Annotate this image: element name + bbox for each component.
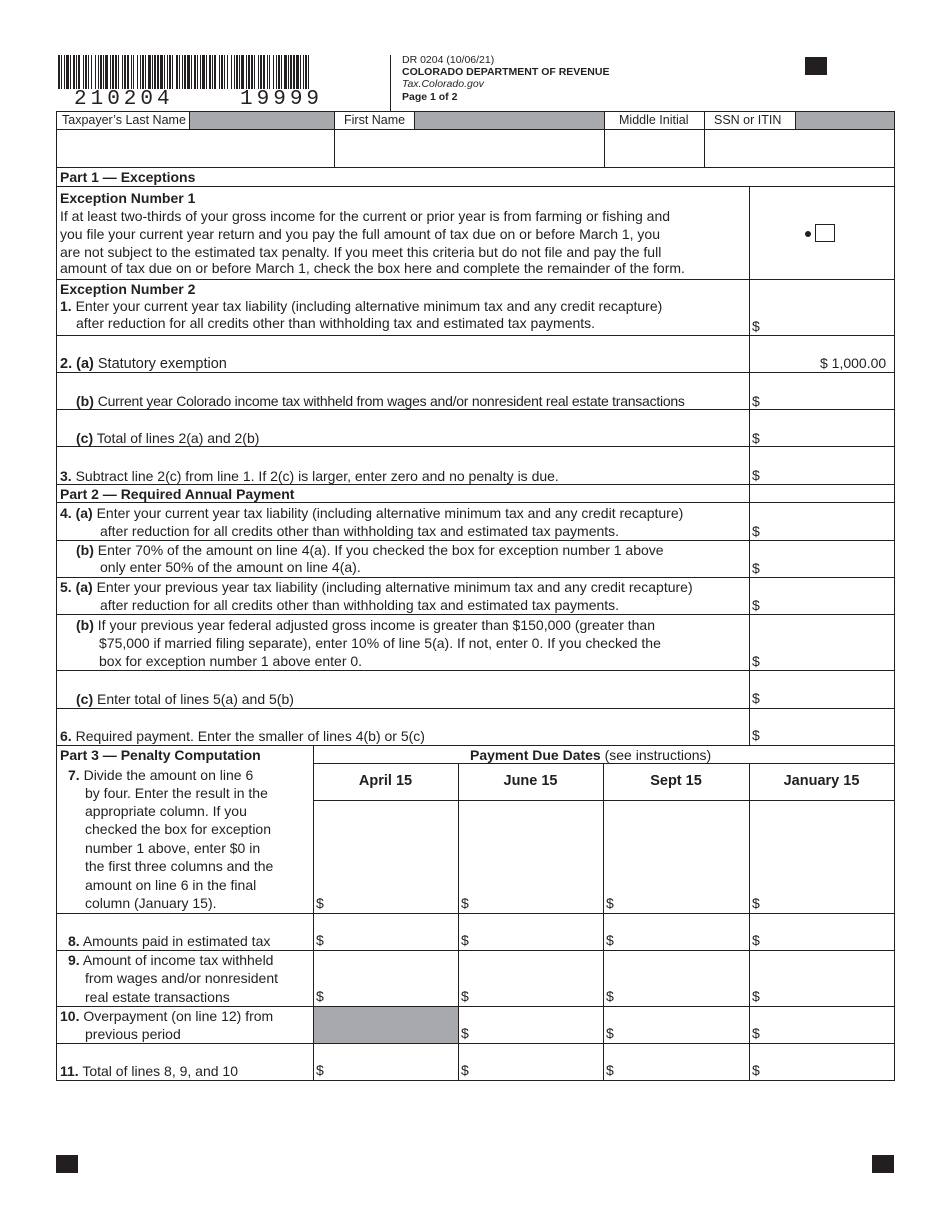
line4a-text: 4. (a) Enter your current year tax liability (including alternative minimum tax and any credit recapture) bbox=[60, 505, 684, 521]
line7-text-1: 7. Divide the amount on line 6 bbox=[68, 767, 254, 783]
barcode-bar bbox=[303, 55, 304, 89]
exception1-text-4: amount of tax due on or before March 1, check the box here and complete the remainder of the form. bbox=[60, 260, 685, 276]
barcode-bar bbox=[258, 55, 259, 89]
line7-text-3: appropriate column. If you bbox=[85, 803, 247, 819]
barcode-bar bbox=[209, 55, 211, 89]
line7-sept-field[interactable] bbox=[604, 801, 749, 913]
form-id: DR 0204 (10/06/21) bbox=[402, 54, 495, 66]
line10-sept-field[interactable] bbox=[604, 1007, 749, 1043]
line8-text: 8. Amounts paid in estimated tax bbox=[68, 933, 271, 949]
line10-june-field[interactable] bbox=[459, 1007, 603, 1043]
ssn-field[interactable] bbox=[705, 130, 894, 167]
barcode-bar bbox=[172, 55, 173, 89]
line8-sept-dollar: $ bbox=[606, 932, 614, 948]
line5c-text: (c) Enter total of lines 5(a) and 5(b) bbox=[76, 691, 294, 707]
barcode-bar bbox=[98, 55, 99, 89]
line8-june-field[interactable] bbox=[459, 914, 603, 950]
barcode-bar bbox=[221, 55, 223, 89]
line4a-amount-field[interactable] bbox=[750, 503, 894, 540]
barcode-bar bbox=[95, 55, 96, 89]
middle-initial-field[interactable] bbox=[605, 130, 703, 167]
line9-june-field[interactable] bbox=[459, 951, 603, 1006]
barcode-bar bbox=[64, 55, 65, 89]
barcode-bar bbox=[227, 55, 228, 89]
line1-amount-field[interactable] bbox=[750, 280, 894, 335]
line9-sept-dollar: $ bbox=[606, 988, 614, 1004]
barcode-bar bbox=[288, 55, 289, 89]
line2a-value: $ 1,000.00 bbox=[820, 355, 887, 371]
barcode-bar bbox=[100, 55, 102, 89]
page-number: Page 1 of 2 bbox=[402, 91, 458, 103]
line2c-dollar: $ bbox=[752, 430, 760, 446]
line11-june-dollar: $ bbox=[461, 1062, 469, 1078]
exception1-text-2: you file your current year return and you pay the full amount of tax due on or before March 1, you bbox=[60, 226, 661, 242]
line4b-text-2: only enter 50% of the amount on line 4(a). bbox=[100, 559, 361, 575]
line5a-dollar: $ bbox=[752, 597, 760, 613]
line5a-text: 5. (a) Enter your previous year tax liability (including alternative minimum tax and any credit recapture) bbox=[60, 579, 693, 595]
barcode-number: 210204 19999 bbox=[74, 88, 324, 111]
last-name-label: Taxpayer’s Last Name bbox=[62, 113, 186, 127]
first-name-field[interactable] bbox=[335, 130, 603, 167]
barcode-bar bbox=[284, 55, 287, 89]
barcode-bar bbox=[254, 55, 255, 89]
line5b-amount-field[interactable] bbox=[750, 615, 894, 670]
bullet-icon bbox=[805, 231, 811, 237]
barcode-bar bbox=[276, 55, 277, 89]
barcode-bar bbox=[290, 55, 292, 89]
line4a-dollar: $ bbox=[752, 523, 760, 539]
line1-text-2: after reduction for all credits other than withholding tax and estimated tax payments. bbox=[76, 315, 596, 331]
line7-text-2: by four. Enter the result in the bbox=[85, 785, 268, 801]
barcode-bar bbox=[273, 55, 274, 89]
line11-text: 11. Total of lines 8, 9, and 10 bbox=[60, 1063, 239, 1079]
barcode-bar bbox=[191, 55, 192, 89]
line7-january-dollar: $ bbox=[752, 895, 760, 911]
barcode-bar bbox=[133, 55, 134, 89]
barcode-bar bbox=[142, 55, 144, 89]
barcode-bar bbox=[187, 55, 190, 89]
barcode-bar bbox=[231, 55, 232, 89]
barcode-bar bbox=[214, 55, 216, 89]
line2c-amount-field[interactable] bbox=[750, 410, 894, 446]
line5a-amount-field[interactable] bbox=[750, 578, 894, 614]
line5c-amount-field[interactable] bbox=[750, 671, 894, 708]
barcode-bar bbox=[167, 55, 168, 89]
barcode-bar bbox=[85, 55, 87, 89]
line11-sept-dollar: $ bbox=[606, 1062, 614, 1078]
barcode-bar bbox=[70, 55, 71, 89]
barcode-bar bbox=[251, 55, 253, 89]
department-name: COLORADO DEPARTMENT OF REVENUE bbox=[402, 66, 610, 78]
barcode-bar bbox=[194, 55, 196, 89]
line6-text: 6. Required payment. Enter the smaller of lines 4(b) or 5(c) bbox=[60, 728, 425, 744]
line8-january-dollar: $ bbox=[752, 932, 760, 948]
barcode-bar bbox=[131, 55, 132, 89]
line10-sept-dollar: $ bbox=[606, 1025, 614, 1041]
barcode-bar bbox=[239, 55, 240, 89]
line4a-text-2: after reduction for all credits other than withholding tax and estimated tax payments. bbox=[100, 523, 620, 539]
line4b-amount-field[interactable] bbox=[750, 541, 894, 577]
barcode-bar bbox=[164, 55, 165, 89]
line8-sept-field[interactable] bbox=[604, 914, 749, 950]
line2b-amount-field[interactable] bbox=[750, 373, 894, 409]
barcode-bar bbox=[140, 55, 141, 89]
barcode-bar bbox=[73, 55, 75, 89]
line5b-text-3: box for exception number 1 above enter 0. bbox=[99, 653, 363, 669]
barcode-bar bbox=[78, 55, 80, 89]
line5b-dollar: $ bbox=[752, 653, 760, 669]
line9-text-1: 9. Amount of income tax withheld bbox=[68, 952, 274, 968]
barcode-bar bbox=[154, 55, 156, 89]
exception1-text-3: are not subject to the estimated tax penalty. If you meet this criteria but do not file and pay the full bbox=[60, 244, 662, 260]
barcode-bar bbox=[127, 55, 129, 89]
barcode-bar bbox=[118, 55, 119, 89]
barcode-bar bbox=[124, 55, 126, 89]
barcode-bar bbox=[219, 55, 220, 89]
line11-april-field[interactable] bbox=[314, 1044, 458, 1080]
line2b-text: (b) Current year Colorado income tax withheld from wages and/or nonresident real estate transactions bbox=[76, 393, 685, 409]
line9-january-field[interactable] bbox=[750, 951, 894, 1006]
ssn-label: SSN or ITIN bbox=[714, 113, 782, 127]
barcode-bar bbox=[176, 55, 178, 89]
line7-april-field[interactable] bbox=[314, 801, 458, 913]
barcode-bar bbox=[103, 55, 104, 89]
line10-text-1: 10. Overpayment (on line 12) from bbox=[60, 1008, 274, 1024]
barcode bbox=[58, 55, 310, 89]
barcode-bar bbox=[278, 55, 280, 89]
line8-june-dollar: $ bbox=[461, 932, 469, 948]
first-name-label: First Name bbox=[344, 113, 406, 127]
barcode-bar bbox=[260, 55, 262, 89]
barcode-bar bbox=[122, 55, 123, 89]
line10-june-dollar: $ bbox=[461, 1025, 469, 1041]
line7-text-6: the first three columns and the bbox=[85, 858, 274, 874]
line8-april-field[interactable] bbox=[314, 914, 458, 950]
line10-april-shaded bbox=[314, 1007, 458, 1043]
line9-sept-field[interactable] bbox=[604, 951, 749, 1006]
line7-text-8: column (January 15). bbox=[85, 895, 217, 911]
line7-sept-dollar: $ bbox=[606, 895, 614, 911]
part1-title: Part 1 — Exceptions bbox=[60, 169, 196, 185]
barcode-bar bbox=[246, 55, 247, 89]
barcode-bar bbox=[105, 55, 108, 89]
line4b-text: (b) Enter 70% of the amount on line 4(a). If you checked the box for exception number 1 above bbox=[76, 542, 664, 558]
line3-dollar: $ bbox=[752, 467, 760, 483]
barcode-bar bbox=[58, 55, 60, 89]
barcode-bar bbox=[160, 55, 163, 89]
line3-text: 3. Subtract line 2(c) from line 1. If 2(c) is larger, enter zero and no penalty is due. bbox=[60, 468, 559, 484]
payment-due-dates-title: Payment Due Dates (see instructions) bbox=[470, 747, 712, 763]
line9-text-3: real estate transactions bbox=[85, 989, 230, 1005]
line9-april-dollar: $ bbox=[316, 988, 324, 1004]
line5a-text-2: after reduction for all credits other than withholding tax and estimated tax payments. bbox=[100, 597, 620, 613]
line5b-text: (b) If your previous year federal adjusted gross income is greater than $150,000 (greater than bbox=[76, 617, 655, 633]
barcode-bar bbox=[241, 55, 244, 89]
column-january: January 15 bbox=[783, 773, 860, 789]
barcode-bar bbox=[300, 55, 301, 89]
line7-january-field[interactable] bbox=[750, 801, 894, 913]
barcode-bar bbox=[179, 55, 180, 89]
part2-title: Part 2 — Required Annual Payment bbox=[60, 486, 295, 502]
barcode-bar bbox=[296, 55, 299, 89]
column-sept: Sept 15 bbox=[650, 773, 702, 789]
line7-text-7: amount on line 6 in the final bbox=[85, 877, 257, 893]
registration-mark-bottom-left bbox=[56, 1155, 78, 1173]
barcode-bar bbox=[145, 55, 146, 89]
barcode-bar bbox=[224, 55, 225, 89]
line8-april-dollar: $ bbox=[316, 932, 324, 948]
barcode-bar bbox=[83, 55, 84, 89]
last-name-field[interactable] bbox=[57, 130, 333, 167]
barcode-bar bbox=[112, 55, 114, 89]
exception1-text-1: If at least two-thirds of your gross income for the current or prior year is from farming or fishing and bbox=[60, 208, 671, 224]
line1-dollar: $ bbox=[752, 318, 760, 334]
barcode-bar bbox=[137, 55, 138, 89]
barcode-bar bbox=[281, 55, 282, 89]
barcode-bar bbox=[200, 55, 201, 89]
line10-january-field[interactable] bbox=[750, 1007, 894, 1043]
barcode-bar bbox=[248, 55, 250, 89]
barcode-bar bbox=[152, 55, 153, 89]
line10-text-2: previous period bbox=[85, 1026, 181, 1042]
barcode-bar bbox=[267, 55, 268, 89]
line6-amount-field[interactable] bbox=[750, 709, 894, 745]
registration-mark-top-right bbox=[805, 57, 827, 75]
line11-june-field[interactable] bbox=[459, 1044, 603, 1080]
line11-january-dollar: $ bbox=[752, 1062, 760, 1078]
barcode-bar bbox=[293, 55, 295, 89]
line3-amount-field[interactable] bbox=[750, 447, 894, 484]
line7-text-4: checked the box for exception bbox=[85, 821, 272, 837]
barcode-bar bbox=[110, 55, 111, 89]
line5c-dollar: $ bbox=[752, 690, 760, 706]
barcode-bar bbox=[236, 55, 238, 89]
line7-june-dollar: $ bbox=[461, 895, 469, 911]
line9-april-field[interactable] bbox=[314, 951, 458, 1006]
barcode-bar bbox=[157, 55, 159, 89]
website: Tax.Colorado.gov bbox=[402, 78, 484, 90]
exception1-checkbox[interactable] bbox=[815, 224, 835, 242]
line2c-text: (c) Total of lines 2(a) and 2(b) bbox=[76, 430, 260, 446]
barcode-bar bbox=[308, 55, 309, 89]
barcode-bar bbox=[269, 55, 270, 89]
barcode-bar bbox=[202, 55, 205, 89]
line7-june-field[interactable] bbox=[459, 801, 603, 913]
line6-dollar: $ bbox=[752, 727, 760, 743]
barcode-bar bbox=[212, 55, 213, 89]
exception1-title: Exception Number 1 bbox=[60, 190, 196, 206]
exception2-title: Exception Number 2 bbox=[60, 281, 196, 297]
barcode-bar bbox=[76, 55, 77, 89]
barcode-bar bbox=[197, 55, 198, 89]
barcode-bar bbox=[234, 55, 235, 89]
line5b-text-2: $75,000 if married filing separate), enter 10% of line 5(a). If not, enter 0. If you checked the bbox=[99, 635, 661, 651]
barcode-bar bbox=[206, 55, 207, 89]
barcode-bar bbox=[184, 55, 186, 89]
line7-april-dollar: $ bbox=[316, 895, 324, 911]
column-april: April 15 bbox=[358, 773, 413, 789]
line2b-dollar: $ bbox=[752, 393, 760, 409]
barcode-bar bbox=[66, 55, 69, 89]
line11-april-dollar: $ bbox=[316, 1062, 324, 1078]
barcode-bar bbox=[115, 55, 117, 89]
barcode-bar bbox=[182, 55, 183, 89]
middle-initial-label: Middle Initial bbox=[619, 113, 689, 127]
line9-text-2: from wages and/or nonresident bbox=[85, 970, 278, 986]
barcode-bar bbox=[305, 55, 307, 89]
line11-sept-field[interactable] bbox=[604, 1044, 749, 1080]
barcode-bar bbox=[263, 55, 265, 89]
line4b-dollar: $ bbox=[752, 560, 760, 576]
line9-june-dollar: $ bbox=[461, 988, 469, 1004]
column-june: June 15 bbox=[503, 773, 558, 789]
line1-text: 1. Enter your current year tax liability (including alternative minimum tax and any credit recapture) bbox=[60, 298, 663, 314]
barcode-bar bbox=[169, 55, 171, 89]
line9-january-dollar: $ bbox=[752, 988, 760, 1004]
line10-january-dollar: $ bbox=[752, 1025, 760, 1041]
barcode-bar bbox=[88, 55, 89, 89]
header-divider bbox=[390, 55, 391, 111]
line2a-text: 2. (a) Statutory exemption bbox=[60, 356, 227, 372]
part3-title: Part 3 — Penalty Computation bbox=[60, 747, 261, 763]
line7-text-5: number 1 above, enter $0 in bbox=[85, 840, 261, 856]
line8-january-field[interactable] bbox=[750, 914, 894, 950]
barcode-bar bbox=[61, 55, 62, 89]
registration-mark-bottom-right bbox=[872, 1155, 894, 1173]
barcode-bar bbox=[91, 55, 92, 89]
barcode-bar bbox=[148, 55, 151, 89]
line11-january-field[interactable] bbox=[750, 1044, 894, 1080]
